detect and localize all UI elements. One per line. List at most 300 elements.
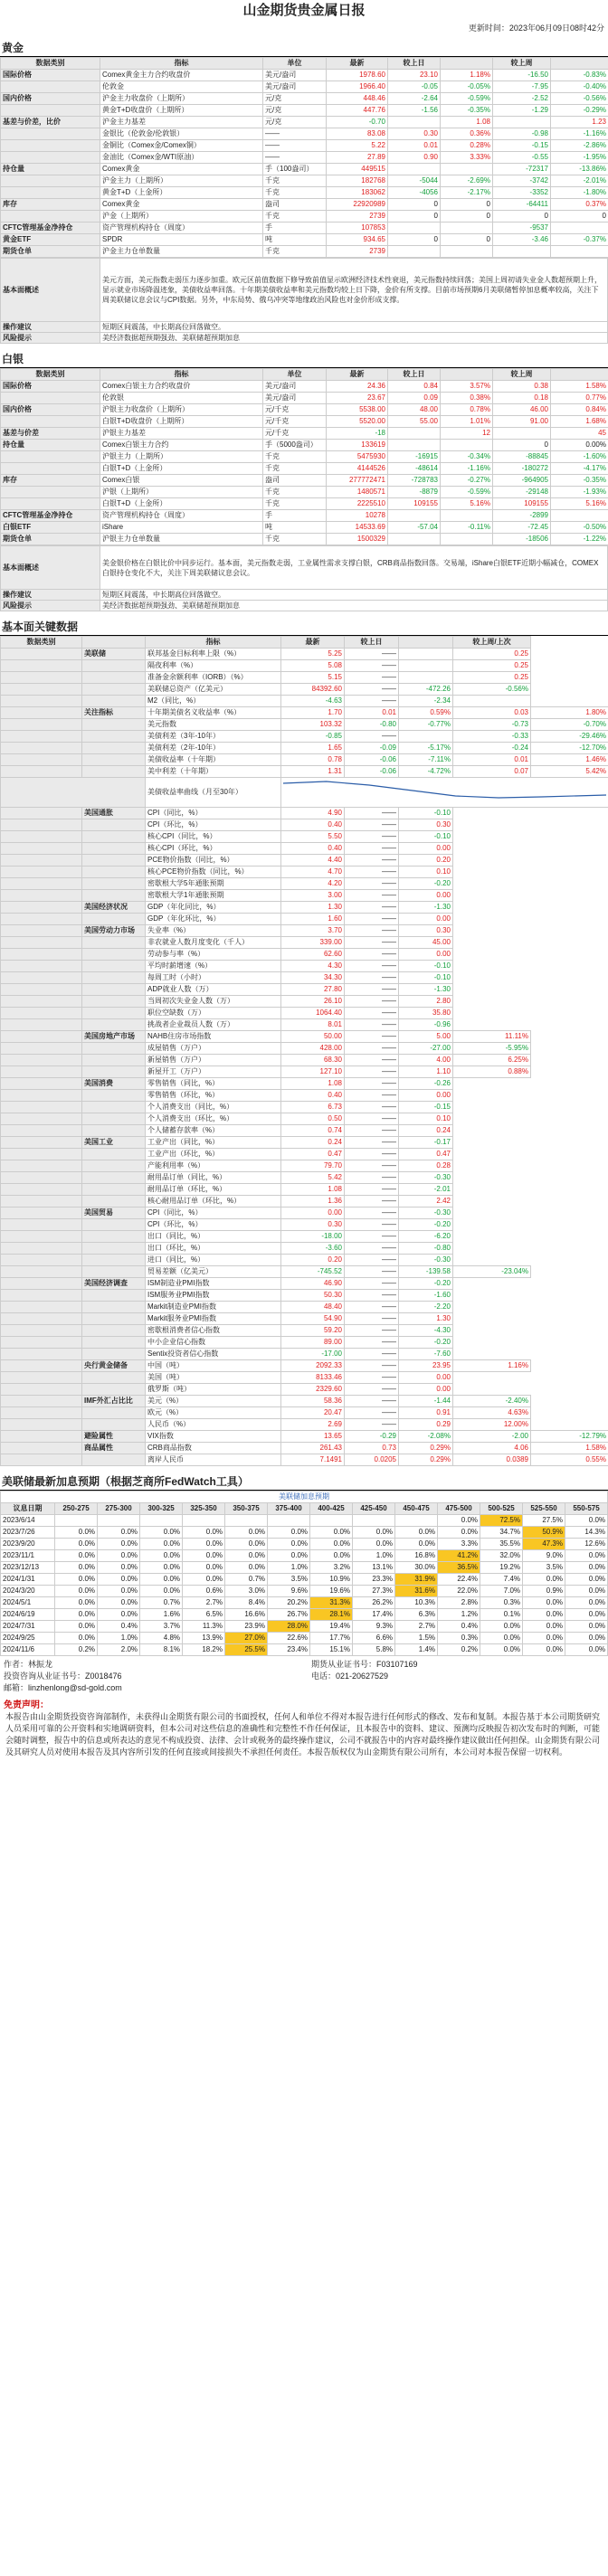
table-row <box>1 819 608 831</box>
probability-cell: 0.0% <box>140 1539 183 1550</box>
category-cell <box>82 961 146 972</box>
category-cell: IMF外汇占比比 <box>82 1396 146 1407</box>
data-cell: —— <box>345 1102 399 1113</box>
probability-cell: 3.5% <box>268 1574 310 1586</box>
data-cell: -16915 <box>388 451 441 463</box>
col-header: 275-300 <box>98 1503 140 1515</box>
category-cell <box>1 152 100 164</box>
data-cell: 339.00 <box>281 937 345 949</box>
data-cell <box>441 440 493 451</box>
category-cell <box>1 855 82 867</box>
probability-cell: 0.0% <box>140 1586 183 1597</box>
data-cell: 离岸人民币 <box>146 1454 281 1466</box>
probability-cell: 0.0% <box>565 1562 608 1574</box>
data-cell: 美债利差（3年-10年） <box>146 731 281 743</box>
risk-label: 风险提示 <box>1 601 100 611</box>
category-cell <box>1 1337 82 1349</box>
data-cell: -472.26 <box>399 684 453 696</box>
category-cell <box>1 1055 82 1066</box>
data-cell: 出口（环比，%） <box>146 1243 281 1255</box>
category-cell <box>1 1454 82 1466</box>
data-cell: 5475930 <box>327 451 388 463</box>
table-row <box>1 1219 608 1231</box>
category-cell <box>1 1149 82 1160</box>
probability-cell: 27.3% <box>353 1586 395 1597</box>
data-cell: 0.00 <box>399 1384 453 1396</box>
probability-cell: 0.0% <box>565 1515 608 1527</box>
category-cell <box>82 1219 146 1231</box>
probability-cell: 0.4% <box>438 1621 480 1633</box>
probability-cell: 0.0% <box>140 1550 183 1562</box>
data-cell: 0.00 <box>399 949 453 961</box>
table-row <box>1 1313 608 1325</box>
data-cell: -0.06 <box>345 754 399 766</box>
data-cell: —— <box>345 1219 399 1231</box>
advice-label: 操作建议 <box>1 590 100 601</box>
col-header: 550-575 <box>565 1503 608 1515</box>
data-cell: -4.17% <box>551 463 608 475</box>
table-row <box>1 766 608 778</box>
category-cell <box>1 961 82 972</box>
table-row <box>1 199 608 211</box>
data-cell: -0.56% <box>453 684 531 696</box>
data-cell: 5.50 <box>281 831 345 843</box>
probability-cell: 17.7% <box>310 1633 353 1644</box>
probability-cell: 20.2% <box>268 1597 310 1609</box>
data-cell: -12.70% <box>531 743 608 754</box>
probability-cell: 3.2% <box>310 1562 353 1574</box>
probability-cell: 16.6% <box>225 1609 268 1621</box>
data-cell: 1978.60 <box>327 70 388 81</box>
table-row <box>1 1113 608 1125</box>
silver-basic-text: 美金银价格在白银比价中同步运行。基本面，美元指数走弱，工业属性需求支撑白银，CRB商品指数回落。交易端，iShare白银ETF近期小幅减仓，COMEX白银持仓变化不大，关注下周美联储议息会议。 <box>100 546 608 590</box>
silver-risk: 美经济数据超预期强劲、美联储超预期加息 <box>100 601 608 611</box>
data-cell: 58.36 <box>281 1396 345 1407</box>
data-cell: 0.25 <box>453 649 531 660</box>
probability-cell <box>310 1515 353 1527</box>
category-cell <box>1 175 100 187</box>
data-cell: -1.16% <box>551 128 608 140</box>
table-row <box>1 1384 608 1396</box>
data-cell: 133619 <box>327 440 388 451</box>
data-cell: 0.01 <box>388 140 441 152</box>
data-cell: 0.00 <box>399 914 453 925</box>
category-cell <box>1 949 82 961</box>
probability-cell: 0.0% <box>480 1621 523 1633</box>
probability-cell: 0.0% <box>523 1597 565 1609</box>
data-cell: -1.93% <box>551 487 608 498</box>
table-row <box>1 152 608 164</box>
data-cell: 0.09 <box>388 393 441 404</box>
probability-cell: 0.0% <box>140 1562 183 1574</box>
data-cell: 黄金T+D收盘价（上期所） <box>100 105 263 117</box>
data-cell: 0.20 <box>399 855 453 867</box>
table-row <box>1 1539 608 1550</box>
data-cell: 美元/盎司 <box>263 70 327 81</box>
data-cell: 5.42% <box>531 766 608 778</box>
category-cell <box>1 843 82 855</box>
probability-cell: 1.0% <box>353 1550 395 1562</box>
data-cell: 0.29 <box>399 1419 453 1431</box>
table-row <box>1 1008 608 1019</box>
data-cell: 盎司 <box>263 475 327 487</box>
col-header: 数据类别 <box>1 58 100 70</box>
data-cell: Markit服务业PMI指数 <box>146 1313 281 1325</box>
data-cell: Comex黄金 <box>100 164 263 175</box>
data-cell: 核心PCE物价指数（同比，%） <box>146 867 281 878</box>
table-row <box>1 719 608 731</box>
category-cell <box>1 1325 82 1337</box>
data-cell <box>441 164 493 175</box>
category-cell <box>82 1302 146 1313</box>
data-cell: -0.50% <box>551 522 608 534</box>
data-cell: 0.28 <box>399 1160 453 1172</box>
category-cell <box>82 1407 146 1419</box>
col-header: 最新 <box>327 369 388 381</box>
data-cell: —— <box>345 1125 399 1137</box>
data-cell: —— <box>345 808 399 819</box>
category-cell <box>1 1160 82 1172</box>
category-cell <box>82 984 146 996</box>
data-cell <box>493 117 551 128</box>
category-cell <box>1 1431 82 1443</box>
data-cell: 5.42 <box>281 1172 345 1184</box>
category-cell <box>1 1443 82 1454</box>
probability-cell: 0.0% <box>523 1633 565 1644</box>
data-cell: -13.86% <box>551 164 608 175</box>
table-row <box>1 660 608 672</box>
category-cell: 关注指标 <box>82 707 146 719</box>
table-row <box>1 925 608 937</box>
data-cell: —— <box>345 1407 399 1419</box>
data-cell: 1.10 <box>399 1066 453 1078</box>
data-cell: 84392.60 <box>281 684 345 696</box>
category-cell <box>82 1019 146 1031</box>
data-cell: 沪金（上期所） <box>100 211 263 223</box>
table-row <box>1 684 608 696</box>
data-cell: 千克 <box>263 487 327 498</box>
data-cell: 美元/盎司 <box>263 393 327 404</box>
data-cell: 45.00 <box>399 937 453 949</box>
category-cell: 国内价格 <box>1 404 100 416</box>
data-cell: CPI（环比，%） <box>146 819 281 831</box>
data-cell: —— <box>345 1372 399 1384</box>
category-cell <box>82 1349 146 1360</box>
probability-cell: 0.0% <box>395 1527 438 1539</box>
category-cell <box>82 1160 146 1172</box>
data-cell <box>441 510 493 522</box>
table-row <box>1 223 608 234</box>
data-cell: 127.10 <box>281 1066 345 1078</box>
data-cell: —— <box>345 925 399 937</box>
category-cell <box>1 1419 82 1431</box>
probability-cell: 0.0% <box>55 1633 98 1644</box>
table-row <box>1 831 608 843</box>
category-cell <box>1 1125 82 1137</box>
data-cell: 4.00 <box>399 1055 453 1066</box>
data-cell: 美元指数 <box>146 719 281 731</box>
col-header: 单位 <box>263 58 327 70</box>
data-cell: -0.20 <box>399 1219 453 1231</box>
data-cell: —— <box>263 152 327 164</box>
data-cell: 挑战者企业裁员人数（万） <box>146 1019 281 1031</box>
probability-cell: 0.0% <box>55 1574 98 1586</box>
probability-cell <box>140 1515 183 1527</box>
category-cell <box>1 463 100 475</box>
data-cell: 428.00 <box>281 1043 345 1055</box>
data-cell: -0.30 <box>399 1208 453 1219</box>
category-cell <box>82 937 146 949</box>
probability-cell: 2.7% <box>183 1597 225 1609</box>
data-cell: —— <box>345 1055 399 1066</box>
data-cell: ISM制造业PMI指数 <box>146 1278 281 1290</box>
category-cell: 持仓量 <box>1 164 100 175</box>
data-cell: 0.47 <box>399 1149 453 1160</box>
data-cell: 934.65 <box>327 234 388 246</box>
data-cell: -0.10 <box>399 972 453 984</box>
data-cell: 欧元（%） <box>146 1407 281 1419</box>
data-cell: —— <box>345 1243 399 1255</box>
category-cell <box>1 393 100 404</box>
data-cell: 1.30 <box>399 1313 453 1325</box>
probability-cell: 34.7% <box>480 1527 523 1539</box>
data-cell: —— <box>345 1043 399 1055</box>
col-header: 350-375 <box>225 1503 268 1515</box>
probability-cell: 47.3% <box>523 1539 565 1550</box>
data-cell <box>388 223 441 234</box>
data-cell: -29.46% <box>531 731 608 743</box>
data-cell: 1.01% <box>441 416 493 428</box>
table-row <box>1 1266 608 1278</box>
data-cell: -1.30 <box>399 984 453 996</box>
table-row <box>1 754 608 766</box>
table-row <box>1 475 608 487</box>
data-cell: -1.29 <box>493 105 551 117</box>
table-row <box>1 1550 608 1562</box>
probability-cell: 0.0% <box>98 1562 140 1574</box>
table-row <box>1 672 608 684</box>
update-time: 更新时间：2023年06月09日08时42分 <box>468 24 604 33</box>
fedwatch-title: 美联储最新加息预期（根据芝商所FedWatch工具） <box>0 1472 608 1491</box>
data-cell: -0.70 <box>327 117 388 128</box>
category-cell <box>1 867 82 878</box>
table-row <box>1 381 608 393</box>
data-cell: 白银T+D（上金所） <box>100 498 263 510</box>
category-cell <box>1 1031 82 1043</box>
meeting-date: 2023/7/26 <box>1 1527 55 1539</box>
category-cell <box>82 819 146 831</box>
data-cell: 0.29% <box>399 1443 453 1454</box>
data-cell: -0.59% <box>441 93 493 105</box>
probability-cell: 0.0% <box>98 1609 140 1621</box>
data-cell: 0 <box>441 234 493 246</box>
footer <box>0 1656 608 1697</box>
meeting-date: 2023/9/20 <box>1 1539 55 1550</box>
col-header: 475-500 <box>438 1503 480 1515</box>
data-cell: 0.40 <box>281 1090 345 1102</box>
category-cell <box>82 1372 146 1384</box>
data-cell: -48614 <box>388 463 441 475</box>
data-cell: 107853 <box>327 223 388 234</box>
probability-cell: 9.3% <box>353 1621 395 1633</box>
category-cell <box>1 1231 82 1243</box>
probability-cell: 0.0% <box>55 1539 98 1550</box>
data-cell: 美元（%） <box>146 1396 281 1407</box>
category-cell <box>1 487 100 498</box>
table-row <box>1 128 608 140</box>
probability-cell: 31.9% <box>395 1574 438 1586</box>
category-cell <box>82 1043 146 1055</box>
data-cell: 4.70 <box>281 867 345 878</box>
data-cell: 79.70 <box>281 1160 345 1172</box>
probability-cell: 10.3% <box>395 1597 438 1609</box>
data-cell: -0.24 <box>453 743 531 754</box>
data-cell: 人民币（%） <box>146 1419 281 1431</box>
category-cell <box>1 1360 82 1372</box>
data-cell: —— <box>345 1172 399 1184</box>
data-cell: 1.30 <box>281 902 345 914</box>
data-cell: 元/千克 <box>263 404 327 416</box>
table-row <box>1 1149 608 1160</box>
table-row <box>1 743 608 754</box>
data-cell: 0.77% <box>551 393 608 404</box>
data-cell: -2.00 <box>453 1431 531 1443</box>
probability-cell: 0.0% <box>353 1527 395 1539</box>
data-cell: —— <box>345 1090 399 1102</box>
col-header: 最新 <box>327 58 388 70</box>
probability-cell: 6.6% <box>353 1633 395 1644</box>
data-cell: CRB商品指数 <box>146 1443 281 1454</box>
category-cell <box>82 843 146 855</box>
data-cell: —— <box>345 1149 399 1160</box>
data-cell: -6.20 <box>399 1231 453 1243</box>
data-cell: -8879 <box>388 487 441 498</box>
probability-cell: 0.0% <box>268 1550 310 1562</box>
data-cell: -2.40% <box>453 1396 531 1407</box>
probability-cell: 0.0% <box>565 1633 608 1644</box>
table-row <box>1 1621 608 1633</box>
table-row <box>1 1019 608 1031</box>
data-cell <box>388 510 441 522</box>
data-cell: 平均时薪增速（%） <box>146 961 281 972</box>
category-cell <box>82 1008 146 1019</box>
category-cell: 美国房地产市场 <box>82 1031 146 1043</box>
data-cell: 千克 <box>263 187 327 199</box>
table-row <box>1 463 608 475</box>
probability-cell: 0.0% <box>225 1550 268 1562</box>
data-cell: 中小企业信心指数 <box>146 1337 281 1349</box>
data-cell: -23.04% <box>453 1266 531 1278</box>
category-cell <box>1 1407 82 1419</box>
category-cell <box>1 105 100 117</box>
probability-cell: 0.0% <box>565 1644 608 1656</box>
probability-cell: 36.5% <box>438 1562 480 1574</box>
table-row <box>1 105 608 117</box>
table-row <box>1 1066 608 1078</box>
data-cell: 1064.40 <box>281 1008 345 1019</box>
data-cell: —— <box>345 1278 399 1290</box>
category-cell <box>82 1149 146 1160</box>
data-cell: —— <box>345 1160 399 1172</box>
data-cell <box>388 428 441 440</box>
data-cell: 资产管理机构持仓（周度） <box>100 510 263 522</box>
data-cell: —— <box>263 128 327 140</box>
data-cell: 0.30 <box>388 128 441 140</box>
category-cell <box>82 890 146 902</box>
table-row <box>1 696 608 707</box>
probability-cell: 7.0% <box>480 1586 523 1597</box>
category-cell <box>1 1137 82 1149</box>
data-cell: 1.68% <box>551 416 608 428</box>
probability-cell: 0.0% <box>98 1539 140 1550</box>
table-row <box>1 1597 608 1609</box>
data-cell: -17.00 <box>281 1349 345 1360</box>
table-row <box>1 1137 608 1149</box>
data-cell: 4.30 <box>281 961 345 972</box>
gold-table <box>0 57 608 258</box>
data-cell: -0.96 <box>399 1019 453 1031</box>
data-cell: -0.35% <box>551 475 608 487</box>
meeting-date: 2023/12/13 <box>1 1562 55 1574</box>
data-cell: -0.30 <box>399 1255 453 1266</box>
col-header <box>551 58 608 70</box>
category-cell <box>1 890 82 902</box>
email[interactable]: 邮箱：linzhenlong@sd-gold.com <box>4 1683 122 1692</box>
data-cell: —— <box>345 961 399 972</box>
category-cell <box>1 902 82 914</box>
category-cell <box>1 1384 82 1396</box>
disclaimer-text: 本报告由山金期货投资咨询部制作，未获得山金期货有限公司的书面授权，任何人和单位不得对本报告进行任何形式的修改、发布和复制。本报告基于本公司期货研究人员采用可靠的公开资料和实地调研资料，但本公司对这些信息的准确性和完整性不作任何保证，且本报告中的资料、建议、预测均反映报告初次发布时的判断，可能会随时调整，报告中的信息或所表达的意见不构成投资、法律、会计或税务的最终操作建议，公司不就报告中的内容对最终操作建议做出任何担保。山金期货有限公司及其研究人员对使用本报告及其内容所引发的任何直接或间接损失不承担任何责任。本报告版权仅为山金期货有限公司所有，本公司对本报告保留一切权利。 <box>5 1712 601 1757</box>
phone: 电话：021-20627529 <box>311 1672 389 1681</box>
probability-cell: 27.0% <box>225 1633 268 1644</box>
probability-cell: 0.0% <box>183 1550 225 1562</box>
data-cell: —— <box>345 1313 399 1325</box>
data-cell: -2899 <box>493 510 551 522</box>
table-row <box>1 1609 608 1621</box>
category-cell <box>82 1125 146 1137</box>
category-cell: 库存 <box>1 199 100 211</box>
data-cell: 1.08 <box>441 117 493 128</box>
probability-cell: 0.0% <box>98 1586 140 1597</box>
table-row <box>1 1043 608 1055</box>
table-row <box>1 1349 608 1360</box>
probability-cell: 0.0% <box>565 1609 608 1621</box>
data-cell: —— <box>345 1360 399 1372</box>
table-row <box>1 1419 608 1431</box>
data-cell <box>388 440 441 451</box>
probability-cell: 0.0% <box>565 1574 608 1586</box>
data-cell: -0.09 <box>345 743 399 754</box>
data-cell: 0.78% <box>441 404 493 416</box>
category-cell <box>1 1219 82 1231</box>
col-header: 议息日期 <box>1 1503 55 1515</box>
category-cell: 商品属性 <box>82 1443 146 1454</box>
data-cell: CPI（环比，%） <box>146 1219 281 1231</box>
data-cell: 54.90 <box>281 1313 345 1325</box>
table-row <box>1 902 608 914</box>
table-row <box>1 70 608 81</box>
data-cell: —— <box>345 1113 399 1125</box>
data-cell: —— <box>345 1008 399 1019</box>
probability-cell: 50.9% <box>523 1527 565 1539</box>
data-cell: 0 <box>388 211 441 223</box>
data-cell: 2.69 <box>281 1419 345 1431</box>
data-cell: 美债利差（2年-10年） <box>146 743 281 754</box>
data-cell: 48.40 <box>281 1302 345 1313</box>
probability-cell: 0.0% <box>353 1539 395 1550</box>
table-row <box>1 1243 608 1255</box>
category-cell <box>1 1019 82 1031</box>
